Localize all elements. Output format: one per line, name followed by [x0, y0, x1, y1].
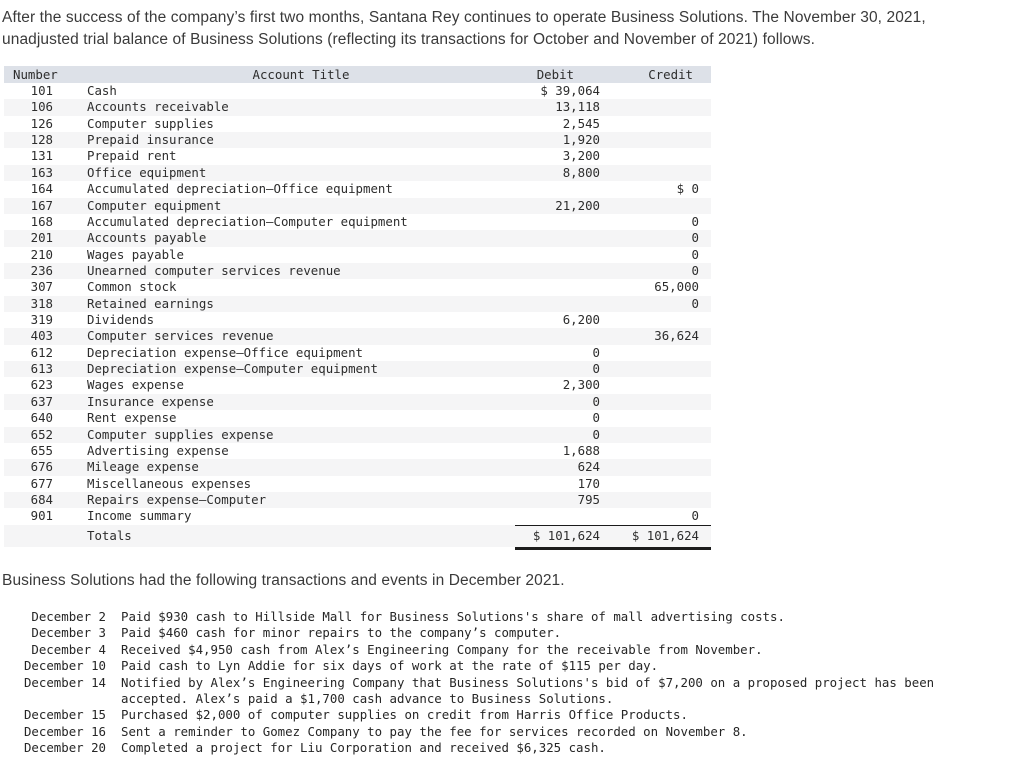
debit-cell [484, 508, 600, 524]
account-title-cell: Mileage expense [87, 459, 199, 475]
account-title-cell: Wages expense [87, 377, 184, 393]
table-row [4, 492, 711, 508]
account-title-cell: Common stock [87, 279, 177, 295]
debit-cell: 170 [577, 475, 600, 491]
transaction-date: December 16 [23, 723, 106, 739]
transaction-text-line: Paid $930 cash to Hillside Mall for Business Solutions's share of mall advertising costs. [121, 609, 785, 624]
transaction-date: December 15 [23, 707, 106, 723]
debit-cell: 0 [592, 361, 600, 377]
credit-cell [600, 345, 711, 361]
account-number-cell: 126 [30, 115, 53, 131]
debit-cell: 624 [577, 459, 600, 475]
intro-line-2: unadjusted trial balance of Business Solutions (reflecting its transactions for October and November of 2021) follows. [2, 31, 816, 48]
table-row [4, 198, 711, 214]
account-title-cell: Depreciation expense—Computer equipment [87, 361, 378, 377]
transaction-date: December 3 [31, 625, 106, 641]
header-credit: Credit [648, 67, 693, 82]
account-number-cell: 201 [30, 230, 53, 246]
credit-cell [600, 394, 711, 410]
debit-cell: 0 [592, 426, 600, 442]
credit-cell: 0 [691, 213, 699, 229]
account-number-cell: 319 [30, 312, 53, 328]
credit-cell [600, 492, 711, 508]
table-row [4, 508, 711, 524]
debit-cell: 0 [592, 410, 600, 426]
credit-cell: 36,624 [654, 328, 699, 344]
debit-cell: 8,800 [562, 164, 600, 180]
account-title-cell: Accounts payable [87, 230, 207, 246]
header-account-title: Account Title [252, 67, 350, 82]
credit-cell [600, 132, 711, 148]
debit-cell: 795 [577, 491, 600, 507]
account-number-cell: 637 [30, 393, 53, 409]
transaction-row [0, 724, 1024, 740]
debit-cell: 1,920 [562, 132, 600, 148]
credit-cell [600, 361, 711, 377]
account-number-cell: 307 [30, 279, 53, 295]
account-number-cell: 131 [30, 148, 53, 164]
table-row [4, 410, 711, 426]
transaction-text-line: Paid cash to Lyn Addie for six days of work at the rate of $115 per day. [121, 658, 659, 674]
credit-cell: 65,000 [654, 279, 699, 295]
account-title-cell: Depreciation expense—Office equipment [87, 344, 364, 360]
transaction-date: December 14 [23, 674, 106, 690]
transaction-row [0, 625, 1024, 641]
totals-number-cell [4, 525, 84, 547]
debit-cell [484, 230, 600, 246]
transaction-text [106, 724, 748, 740]
transaction-text [106, 642, 763, 658]
section-heading: Business Solutions had the following transactions and events in December 2021. [2, 572, 565, 589]
account-number-cell: 612 [30, 344, 53, 360]
account-number-cell: 318 [30, 295, 53, 311]
account-number-cell: 164 [30, 181, 53, 197]
transaction-row [0, 740, 1024, 756]
debit-cell [484, 328, 600, 344]
debit-cell: 0 [592, 393, 600, 409]
debit-cell: 2,300 [562, 377, 600, 393]
credit-cell [600, 165, 711, 181]
credit-cell [600, 83, 711, 99]
debit-cell: 1,688 [562, 442, 600, 458]
account-title-cell: Computer equipment [87, 197, 222, 213]
transaction-text-line: Paid $460 cash for minor repairs to the company’s computer. [121, 625, 562, 641]
debit-cell [484, 296, 600, 312]
debit-cell: 3,200 [562, 148, 600, 164]
totals-credit: $ 101,624 [631, 527, 699, 543]
transaction-text [106, 740, 606, 756]
account-title-cell: Computer supplies expense [87, 426, 274, 442]
account-title-cell: Wages payable [87, 246, 184, 262]
totals-debit: $ 101,624 [532, 527, 600, 543]
account-title-cell: Insurance expense [87, 393, 214, 409]
debit-cell: $ 39,064 [540, 83, 600, 98]
account-title-cell: Computer services revenue [87, 328, 274, 344]
credit-cell [600, 198, 711, 214]
table-row [4, 165, 711, 181]
account-title-cell: Rent expense [87, 410, 177, 426]
table-header-row [4, 66, 711, 83]
account-number-cell: 167 [30, 197, 53, 213]
table-row [4, 99, 711, 115]
credit-cell [600, 116, 711, 132]
header-number: Number [13, 67, 58, 82]
credit-cell [600, 312, 711, 328]
table-row [4, 361, 711, 377]
account-number-cell: 106 [30, 99, 53, 115]
debit-cell: 21,200 [555, 197, 600, 213]
account-title-cell: Cash [87, 83, 117, 98]
transactions-list [0, 609, 1024, 757]
table-row [4, 427, 711, 443]
account-title-cell: Prepaid rent [87, 148, 177, 164]
credit-cell: 0 [691, 295, 699, 311]
debit-cell: 2,545 [562, 115, 600, 131]
account-title-cell: Computer supplies [87, 115, 214, 131]
transaction-text [106, 658, 658, 674]
table-row [4, 443, 711, 459]
trial-balance-table [4, 66, 711, 550]
table-row [4, 230, 711, 246]
transaction-text [106, 625, 561, 641]
transaction-text [106, 609, 785, 625]
account-number-cell: 210 [30, 246, 53, 262]
debit-cell [484, 279, 600, 295]
credit-cell [600, 377, 711, 393]
account-number-cell: 655 [30, 442, 53, 458]
account-title-cell: Advertising expense [87, 442, 229, 458]
account-title-cell: Accounts receivable [87, 99, 229, 115]
transaction-text [106, 675, 934, 708]
transaction-text-line: Notified by Alex’s Engineering Company that Business Solutions's bid of $7,200 on a proposed project has been [121, 674, 935, 690]
account-number-cell: 623 [30, 377, 53, 393]
account-title-cell: Unearned computer services revenue [87, 262, 341, 278]
debit-cell: 0 [592, 344, 600, 360]
table-row [4, 132, 711, 148]
account-title-cell: Office equipment [87, 164, 207, 180]
table-row [4, 148, 711, 164]
account-title-cell: Dividends [87, 312, 155, 328]
account-title-cell: Miscellaneous expenses [87, 475, 252, 491]
account-number-cell: 128 [30, 132, 53, 148]
account-title-cell: Prepaid insurance [87, 132, 214, 148]
table-row [4, 312, 711, 328]
account-number-cell: 677 [30, 475, 53, 491]
credit-cell [600, 443, 711, 459]
table-row [4, 247, 711, 263]
debit-cell [484, 214, 600, 230]
account-number-cell: 640 [30, 410, 53, 426]
transaction-text-line: Sent a reminder to Gomez Company to pay the fee for services recorded on November 8. [121, 723, 748, 739]
transaction-date: December 10 [23, 658, 106, 674]
transaction-text-line: Received $4,950 cash from Alex’s Engineering Company for the receivable from November. [121, 641, 763, 657]
totals-top-rule [515, 525, 711, 526]
table-body [4, 83, 711, 525]
account-number-cell: 684 [30, 491, 53, 507]
totals-row [4, 525, 711, 547]
debit-cell: 13,118 [555, 99, 600, 115]
transaction-text-line: Purchased $2,000 of computer supplies on credit from Harris Office Products. [121, 707, 688, 723]
totals-label: Totals [87, 527, 132, 543]
credit-cell [600, 459, 711, 475]
debit-cell [484, 181, 600, 197]
table-row [4, 83, 711, 99]
table-row [4, 296, 711, 312]
account-title-cell: Repairs expense—Computer [87, 491, 267, 507]
credit-cell [600, 99, 711, 115]
account-title-cell: Income summary [87, 508, 192, 524]
table-row [4, 181, 711, 197]
transaction-date: December 20 [23, 740, 106, 756]
credit-cell [600, 476, 711, 492]
credit-cell: 0 [691, 262, 699, 278]
account-number-cell: 163 [30, 164, 53, 180]
table-row [4, 476, 711, 492]
credit-cell: 0 [691, 246, 699, 262]
transaction-date: December 4 [31, 641, 106, 657]
intro-line-1: After the success of the company’s first two months, Santana Rey continues to operate Business Solutions. The November 30, 2021, [2, 9, 926, 26]
transaction-row [0, 609, 1024, 625]
transaction-row [0, 675, 1024, 708]
table-row [4, 214, 711, 230]
debit-cell: 6,200 [562, 312, 600, 328]
transaction-text [106, 707, 688, 723]
intro-paragraph [2, 7, 1018, 51]
credit-cell [600, 148, 711, 164]
transaction-row [0, 658, 1024, 674]
header-debit: Debit [536, 67, 574, 82]
table-row [4, 279, 711, 295]
account-title-cell: Retained earnings [87, 295, 214, 311]
table-row [4, 328, 711, 344]
table-row [4, 459, 711, 475]
credit-cell: 0 [691, 230, 699, 246]
totals-bottom-rule [515, 547, 711, 550]
account-title-cell: Accumulated depreciation—Computer equipment [87, 213, 408, 229]
debit-cell [484, 247, 600, 263]
table-row [4, 116, 711, 132]
account-number-cell: 613 [30, 361, 53, 377]
transaction-row [0, 707, 1024, 723]
account-title-cell: Accumulated depreciation—Office equipment [87, 181, 393, 197]
transaction-text-line: accepted. Alex’s paid a $1,700 cash advance to Business Solutions. [121, 691, 614, 707]
transaction-row [0, 642, 1024, 658]
table-row [4, 377, 711, 393]
table-row [4, 345, 711, 361]
credit-cell [600, 427, 711, 443]
credit-cell: 0 [691, 508, 699, 524]
account-number-cell: 901 [30, 508, 53, 524]
debit-cell [484, 263, 600, 279]
account-number-cell: 403 [30, 328, 53, 344]
account-number-cell: 101 [30, 83, 53, 98]
table-row [4, 263, 711, 279]
transaction-text-line: Completed a project for Liu Corporation and received $6,325 cash. [121, 740, 606, 756]
transaction-date: December 2 [31, 609, 106, 624]
account-number-cell: 676 [30, 459, 53, 475]
credit-cell [600, 410, 711, 426]
credit-cell: $ 0 [676, 181, 699, 197]
account-number-cell: 236 [30, 262, 53, 278]
table-row [4, 394, 711, 410]
account-number-cell: 168 [30, 213, 53, 229]
account-number-cell: 652 [30, 426, 53, 442]
